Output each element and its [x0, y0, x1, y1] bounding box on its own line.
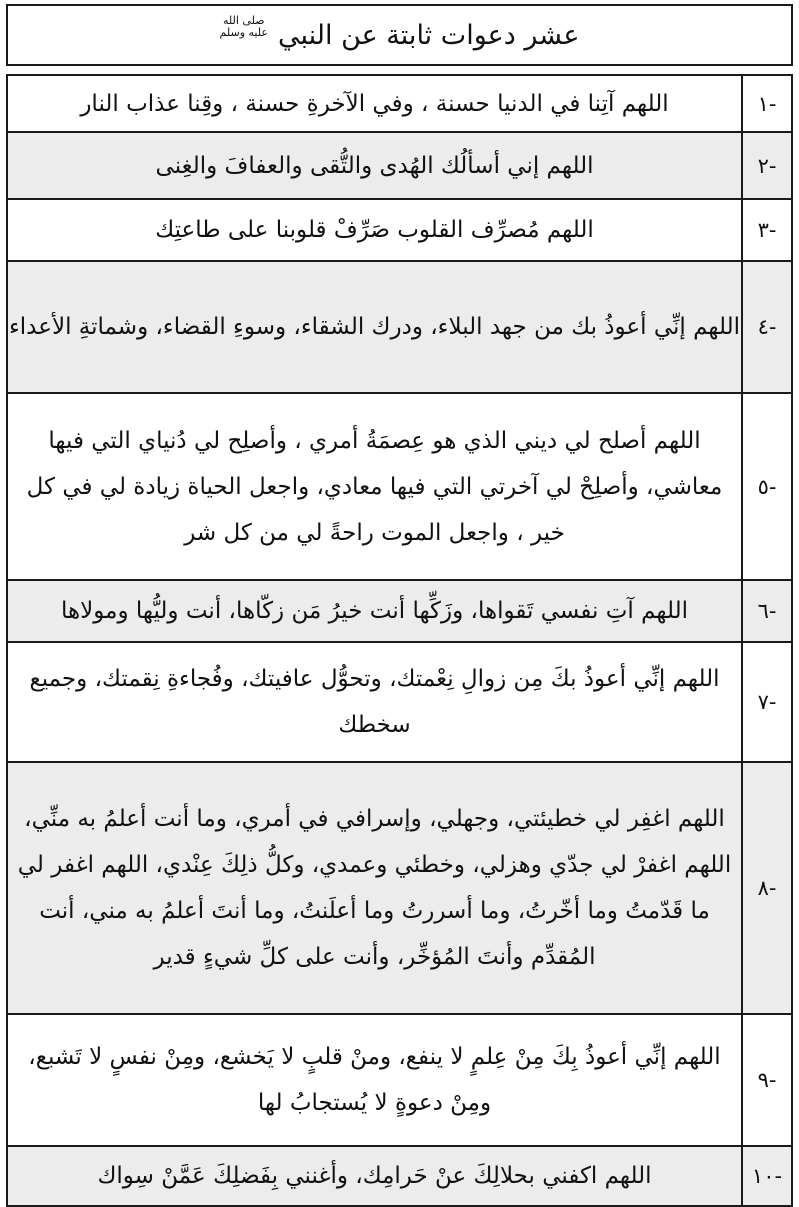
page-title	[219, 14, 580, 51]
dua-number: -٩	[742, 1014, 792, 1146]
honorific-top: صلى الله	[222, 14, 265, 28]
honorific-bottom: عليه وسلم	[219, 26, 268, 39]
honorific	[220, 15, 268, 38]
dua-text: اللهم آتِ نفسي تَقواها، وزَكِّها أنت خيرُ مَن زكّاها، أنت وليُّها ومولاها	[7, 580, 742, 642]
dua-number: -٦	[742, 580, 792, 642]
table-row	[7, 75, 792, 132]
table-row	[7, 199, 792, 261]
dua-text: اللهم إنِّي أعوذُ بكَ مِن زوالِ نِعْمتك، وتحوُّل عافيتك، وفُجاءةِ نِقمتك، وجميع سخطك	[7, 642, 742, 762]
table-row	[7, 1146, 792, 1206]
dua-text: اللهم اغفِر لي خطيئتي، وجهلي، وإسرافي في أمري، وما أنت أعلمُ به منِّي، اللهم اغفرْ لي جدّي وهزلي، وخطئي وعمدي، وكلُّ ذلِكَ عِنْدي، اللهم اغفر لي ما قَدّمتُ وما أخّرتُ، وما أسررتُ وما أعلَنتُ، وما أنتَ أعلمُ به مني، أنت المُقدِّم وأنتَ المُؤخِّر، وأنت على كلِّ شيءٍ قدير	[7, 762, 742, 1014]
dua-number: -٣	[742, 199, 792, 261]
dua-text: اللهم مُصرِّف القلوب صَرِّفْ قلوبنا على طاعتِك	[7, 199, 742, 261]
table-row	[7, 642, 792, 762]
title-row	[7, 5, 792, 65]
spacer-row	[7, 65, 792, 75]
dua-text: اللهم إنِّي أعوذُ بك من جهد البلاء، ودرك الشقاء، وسوءِ القضاء، وشماتةِ الأعداء	[7, 261, 742, 393]
dua-number: -٤	[742, 261, 792, 393]
dua-number: -١	[742, 75, 792, 132]
table-row	[7, 261, 792, 393]
duas-table	[6, 4, 793, 1207]
dua-number: -٥	[742, 393, 792, 580]
title-text: عشر دعوات ثابتة عن النبي	[277, 19, 580, 51]
dua-text: اللهم آتِنا في الدنيا حسنة ، وفي الآخرةِ حسنة ، وقِنا عذاب النار	[7, 75, 742, 132]
dua-text: اللهم إني أسألُك الهُدى والتُّقى والعفافَ والغِنى	[7, 132, 742, 199]
dua-number: -١٠	[742, 1146, 792, 1206]
dua-text: اللهم أصلح لي ديني الذي هو عِصمَةُ أمري ، وأصلِح لي دُنياي التي فيها معاشي، وأصلِحْ لي آخرتي التي فيها معادي، واجعل الحياة زيادة لي في كل خير ، واجعل الموت راحةً لي من كل شر	[7, 393, 742, 580]
dua-number: -٢	[742, 132, 792, 199]
table-row	[7, 132, 792, 199]
table-row	[7, 393, 792, 580]
table-row	[7, 1014, 792, 1146]
dua-number: -٧	[742, 642, 792, 762]
title-cell	[7, 5, 792, 65]
table-row	[7, 762, 792, 1014]
dua-text: اللهم إنِّي أعوذُ بِكَ مِنْ عِلمٍ لا ينفع، ومنْ قلبٍ لا يَخشع، ومِنْ نفسٍ لا تَشبع، ومِنْ دعوةٍ لا يُستجابُ لها	[7, 1014, 742, 1146]
dua-text: اللهم اكفني بحلالِكَ عنْ حَرامِك، وأغنني بِفَضلِكَ عَمَّنْ سِواك	[7, 1146, 742, 1206]
dua-number: -٨	[742, 762, 792, 1014]
table-row	[7, 580, 792, 642]
